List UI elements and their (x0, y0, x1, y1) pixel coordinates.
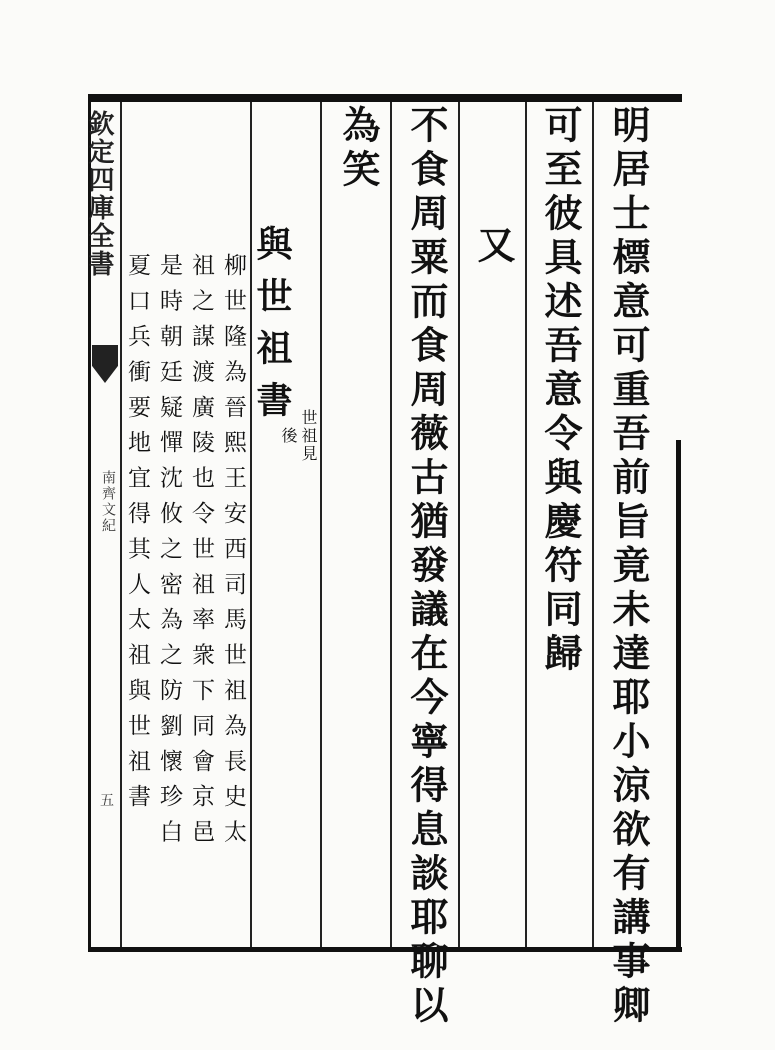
section-title: 與世祖書 (251, 225, 293, 433)
column-rule (390, 102, 392, 947)
book-title: 欽定四庫全書 (84, 110, 114, 278)
section-note: 世祖見後 (279, 409, 318, 463)
text-column-5: 為笑 (336, 105, 381, 193)
column-rule (592, 102, 594, 947)
column-rule (320, 102, 322, 947)
note-column-2: 祖之謀渡廣陵也令世祖率衆下同會京邑 (188, 253, 214, 855)
text-column-1: 明居士標意可重吾前旨竟未達耶小涼欲有講事卿 (606, 105, 651, 1029)
text-column-4: 不食周粟而食周薇古猶發議在今寧得息談耶聊以 (404, 105, 449, 1029)
text-column-2: 可至彼具述吾意令與慶符同歸 (538, 105, 583, 677)
note-column-1: 柳世隆為晉熙王安西司馬世祖為長史太 (220, 253, 246, 855)
chapter-title: 南齊文紀 (100, 470, 116, 534)
note-column-4: 夏口兵衝要地宜得其人太祖與世祖書 (124, 253, 150, 820)
right-border-line (676, 440, 681, 952)
note-column-3: 是時朝廷疑憚沈攸之密為之防劉懷珍白 (156, 253, 182, 855)
column-rule (458, 102, 460, 947)
column-rule (525, 102, 527, 947)
page-number: 五 (100, 793, 114, 809)
text-column-3: 又 (471, 225, 516, 269)
